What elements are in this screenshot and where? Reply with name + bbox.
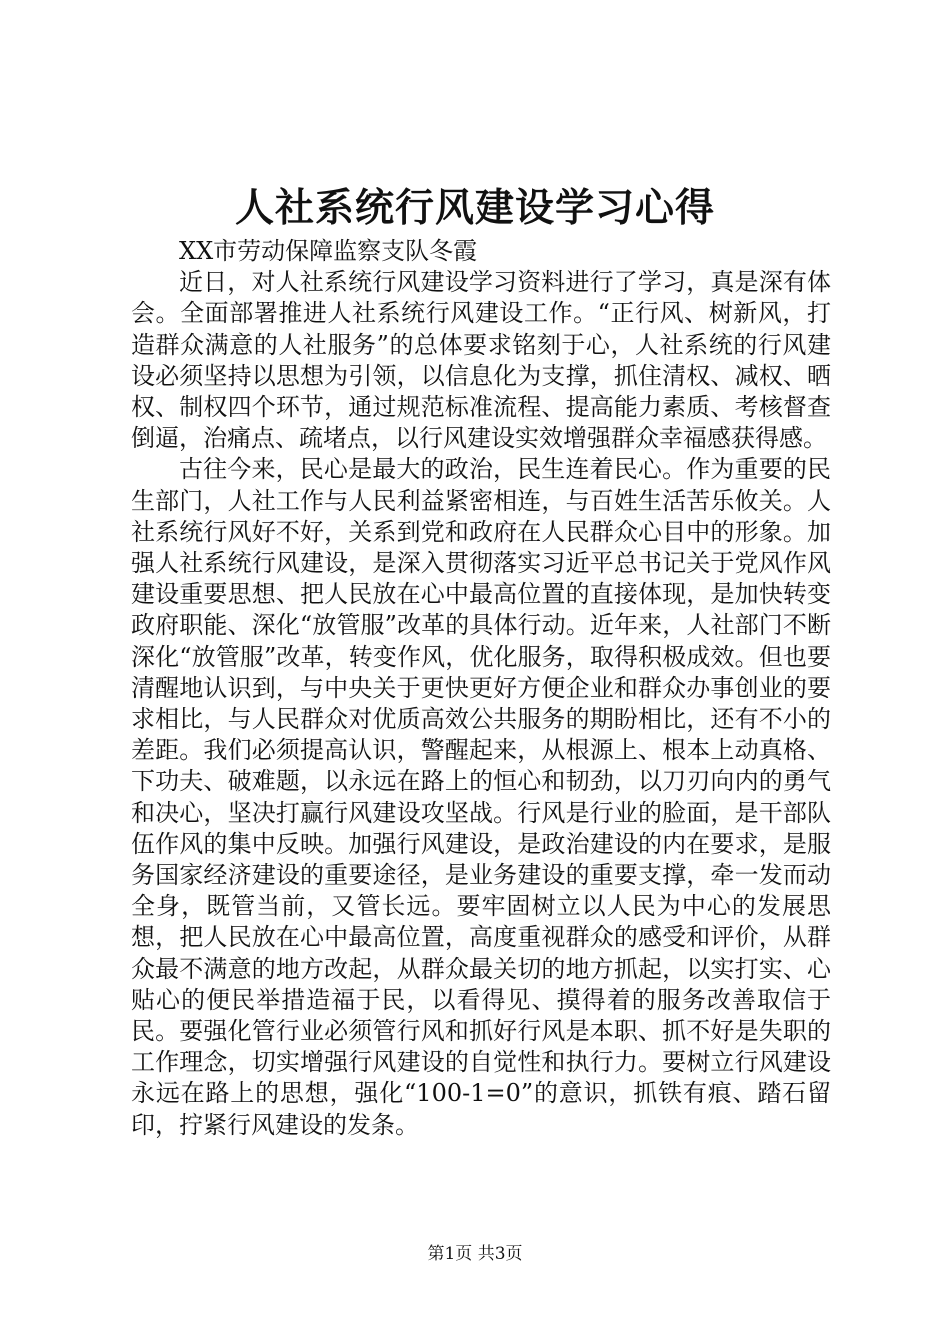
body-paragraph-2: 古往今来，民心是最大的政治，民生连着民心。作为重要的民生部门，人社工作与人民利益紧密相连，与百姓生活苦乐攸关。人社系统行风好不好，关系到党和政府在人民群众心目中的形象。加强人社系统行风建设，是深入贯彻落实习近平总书记关于党风作风建设重要思想、把人民放在心中最高位置的直接体现，是加快转变政府职能、深化“放管服”改革的具体行动。近年来，人社部门不断深化“放管服”改革，转变作风，优化服务，取得积极成效。但也要清醒地认识到，与中央关于更快更好方便企业和群众办事创业的要求相比，与人民群众对优质高效公共服务的期盼相比，还有不小的差距。我们必须提高认识，警醒起来，从根源上、根本上动真格、下功夫、破难题，以永远在路上的恒心和韧劲，以刀刃向内的勇气和决心，坚决打赢行风建设攻坚战。行风是行业的脸面，是干部队伍作风的集中反映。加强行风建设，是政治建设的内在要求，是服务国家经济建设的重要途径，是业务建设的重要支撑，牵一发而动全身，既管当前，又管长远。要牢固树立以人民为中心的发展思想，把人民放在心中最高位置，高度重视群众的感受和评价，从群众最不满意的地方改起，从群众最关切的地方抓起，以实打实、心贴心的便民举措造福于民，以看得见、摸得着的服务改善取信于民。要强化管行业必须管行风和抓好行风是本职、抓不好是失职的工作理念，切实增强行风建设的自觉性和执行力。要树立行风建设永远在路上的思想，强化“100-1=0”的意识，抓铁有痕、踏石留印，拧紧行风建设的发条。 (131, 455, 831, 1139)
document-body (131, 236, 831, 1141)
body-paragraph-1: 近日，对人社系统行风建设学习资料进行了学习，真是深有体会。全面部署推进人社系统行风建设工作。“正行风、树新风，打造群众满意的人社服务”的总体要求铭刻于心，人社系统的行风建设必须坚持以思想为引领，以信息化为支撑，抓住清权、减权、晒权、制权四个环节，通过规范标准流程、提高能力素质、考核督查倒逼，治痛点、疏堵点，以行风建设实效增强群众幸福感获得感。 (131, 268, 831, 453)
author-line: XX市劳动保障监察支队冬霞 (179, 237, 478, 265)
page-footer: 第1页 共3页 (427, 1244, 523, 1264)
document-title: 人社系统行风建设学习心得 (234, 185, 715, 231)
